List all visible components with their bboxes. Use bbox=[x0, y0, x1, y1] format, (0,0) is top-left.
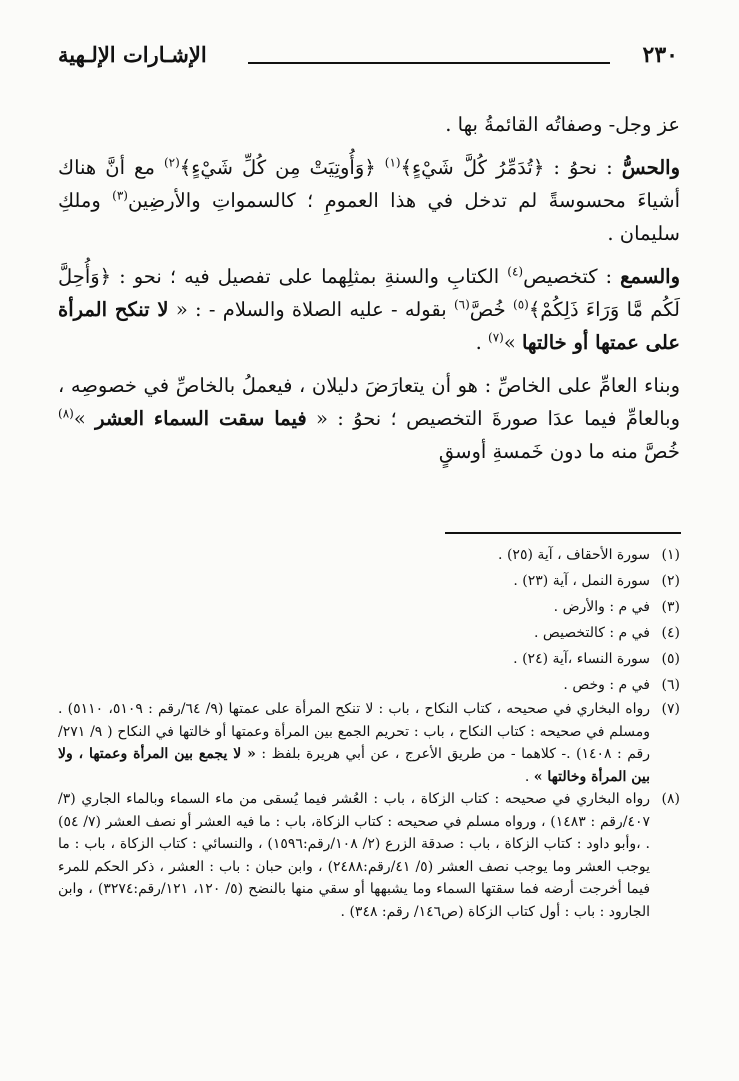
footnote-ref-6[interactable]: (٦) bbox=[453, 297, 470, 312]
footnote-text: سورة النساء ،آية (٢٤) . bbox=[513, 651, 650, 667]
paragraph-1 bbox=[58, 108, 680, 141]
paragraph-general-specific-text: وبناء العامِّ على الخاصِّ : هو أن يتعارَضَ دليلان ، فيعملُ بالخاصِّ في خصوصِه ، وبالعامِّ فيما عدَا صورةَ التخصيص ؛ نحوُ : « bbox=[58, 374, 680, 430]
main-text bbox=[58, 108, 680, 478]
footnote-number: (٤) bbox=[661, 625, 680, 641]
footnote-ref-2[interactable]: (٢) bbox=[163, 155, 180, 170]
footnote-item bbox=[58, 646, 680, 672]
paragraph-revelation-text: : كتخصيص bbox=[523, 265, 621, 288]
footnote-body: رواه البخاري في صحيحه ، كتاب النكاح ، باب : لا تنكح المرأة على عمتها (٩/ ٦٤/رقم : ٥١٠٩، ٥١١٠) . ومسلم في صحيحه : كتاب النكاح ، باب : تحريم الجمع بين المرأة وعمتها أو خالتها في النكاح ( ٩/ ٢٧١/ رقم : ١٤٠٨) .- كلاهما - من طريق الأعرج ، عن أبي هريرة بلفظ : bbox=[58, 701, 650, 762]
header-rule bbox=[248, 62, 610, 64]
paragraph-revelation-text-4: بقوله - عليه الصلاة والسلام - : « bbox=[168, 298, 454, 321]
paragraph-revelation-text-6: . bbox=[475, 331, 488, 354]
footnote-item bbox=[58, 568, 680, 594]
footnote-text: في م : كالتخصيص . bbox=[534, 625, 650, 641]
footnote-ref-3[interactable]: (٣) bbox=[112, 188, 128, 203]
paragraph-senses-text: : نحوُ : ﴿تُدَمِّرُ كُلَّ شَيْءٍ﴾ bbox=[400, 156, 622, 179]
term-revelation: والسمع bbox=[620, 265, 680, 288]
paragraph-revelation bbox=[58, 260, 680, 359]
footnote-number: (٨) bbox=[661, 791, 680, 807]
page-number: ٢٣٠ bbox=[642, 42, 678, 68]
paragraph-general-specific-text-3: خُصَّ منه ما دون خَمسةِ أوسقٍ bbox=[438, 440, 680, 463]
footnote-end: . bbox=[524, 768, 534, 785]
page-header bbox=[58, 40, 678, 76]
paragraph-revelation-text-5: » bbox=[503, 331, 522, 354]
running-title: الإشـارات الإلـهية bbox=[58, 42, 207, 67]
paragraph-general-specific-text-2: » bbox=[73, 407, 96, 430]
footnote-text bbox=[58, 698, 650, 788]
footnote-ref-8[interactable]: (٨) bbox=[58, 406, 74, 421]
footnote-number: (٣) bbox=[661, 599, 680, 615]
footnote-item bbox=[58, 788, 680, 923]
paragraph-revelation-text-3: خُصَّ bbox=[469, 298, 514, 321]
footnote-text: في م : وخص . bbox=[563, 677, 650, 693]
footnote-text: سورة الأحقاف ، آية (٢٥) . bbox=[498, 547, 650, 563]
footnote-text: سورة النمل ، آية (٢٣) . bbox=[513, 573, 650, 589]
footnote-item bbox=[58, 542, 680, 568]
footnote-item bbox=[58, 594, 680, 620]
footnote-number: (٥) bbox=[661, 651, 680, 667]
footnote-item bbox=[58, 698, 680, 788]
footnote-item bbox=[58, 672, 680, 698]
footnote-item bbox=[58, 620, 680, 646]
footnote-number: (٧) bbox=[661, 701, 680, 717]
footnote-ref-5[interactable]: (٥) bbox=[513, 297, 529, 312]
footnotes-list bbox=[58, 542, 680, 923]
paragraph-senses-text-3: مع أنَّ هناك أشياءَ محسوسةً لم تدخل في هذا العمومِ ؛ كالسمواتِ والأرضِين bbox=[58, 156, 680, 212]
footnote-number: (٢) bbox=[661, 573, 680, 589]
paragraph-general-specific bbox=[58, 369, 680, 468]
footnote-ref-4[interactable]: (٤) bbox=[507, 264, 524, 279]
paragraph-1-text: عز وجل- وصفاتُه القائمةُ بها . bbox=[445, 113, 680, 136]
hadith-quote-1: لا تنكح المرأة على عمتها أو خالتها bbox=[58, 298, 680, 354]
paragraph-senses bbox=[58, 151, 680, 250]
footnote-number: (٦) bbox=[661, 677, 680, 693]
footnote-number: (١) bbox=[661, 547, 680, 563]
footnote-text: في م : والأرض . bbox=[553, 599, 650, 615]
footnote-text: رواه البخاري في صحيحه : كتاب الزكاة ، باب : العُشر فيما يُسقى من ماء السماء وبالماء الجاري (٣/ ٤٠٧/رقم : ١٤٨٣) ، ورواه مسلم في صحيحه : كتاب الزكاة، باب : ما فيه العشر أو نصف العشر (٧/ ٥٤) . ،وأبو داود : كتاب الزكاة ، باب : صدقة الزرع (٢/ ١٠٨/رقم:١٥٩٦) ، والنسائي : كتاب الزكاة ، باب : ما يوجب العشر وما يوجب نصف العشر (٥/ ٤١/رقم:٢٤٨٨) ، وابن حبان : باب : العشر ، ذكر الحكم للمرء فيما أخرجت أرضه فما سقتها السماء وما يشبهها أو سقي منها بالنضح (٥/ ١٢٠، ١٢١/رقم:٣٢٧٤) ، وابن الجارود : باب : أول كتاب الزكاة (ص١٤٦/ رقم: ٣٤٨) . bbox=[58, 791, 651, 920]
paragraph-senses-text-4: وملكِ سليمان . bbox=[58, 189, 680, 245]
footnote-hadith-quote: « لا يجمع بين المرأة وعمتها ، ولا بين المرأة وخالتها » bbox=[58, 746, 650, 785]
footnote-ref-1[interactable]: (١) bbox=[384, 155, 401, 170]
paragraph-revelation-text-2: الكتابِ والسنةِ بمثلِهما على تفصيل فيه ؛ نحو : ﴿وَأُحِلَّ لَكُم مَّا وَرَاءَ ذَلِكُمْ﴾ bbox=[58, 265, 680, 321]
footnote-ref-7[interactable]: (٧) bbox=[488, 330, 504, 345]
footnote-separator bbox=[445, 532, 681, 534]
hadith-quote-2: فيما سقت السماء العشر bbox=[95, 407, 307, 430]
paragraph-senses-text-2: ﴿وَأُوتِيَتْ مِن كُلِّ شَيْءٍ﴾ bbox=[179, 156, 385, 179]
term-senses: والحسُّ bbox=[621, 156, 680, 179]
